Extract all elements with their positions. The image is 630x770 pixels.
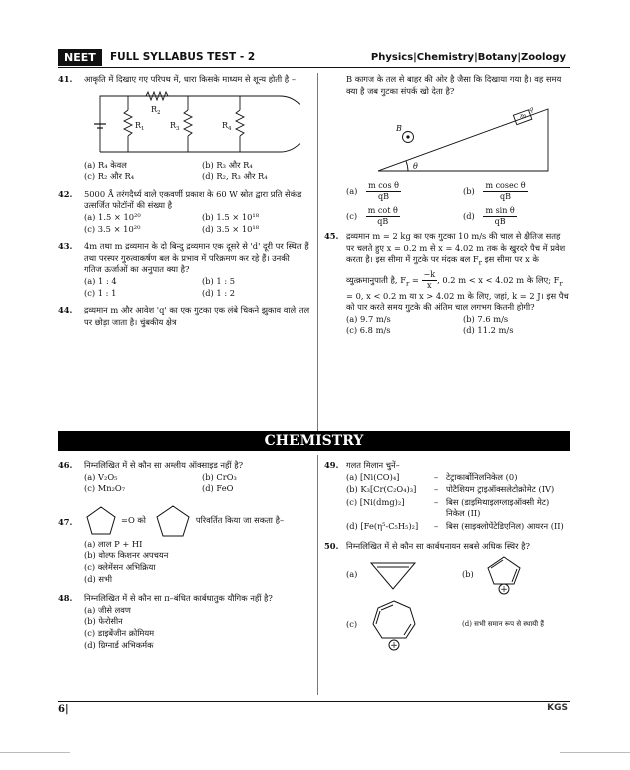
option-b-compound[interactable]: (b) K₃[Cr(C₂O₄)₃]: [346, 484, 417, 495]
option-c[interactable]: (c) $\frac{\text{m cot θ}}{qB}$: [346, 206, 398, 227]
option-b[interactable]: (b) 7.6 m/s: [463, 313, 509, 324]
question-41: [58, 74, 310, 183]
r2-label: $R_2$: [151, 104, 161, 116]
question-number: 41.: [58, 74, 73, 84]
option-a[interactable]: (a) लाल P + HI: [84, 538, 143, 549]
page-number: 6|: [58, 704, 69, 715]
left-column-chemistry: [58, 460, 310, 655]
test-title: FULL SYLLABUS TEST - 2: [110, 51, 256, 63]
option-a[interactable]: (a) 1 : 4: [84, 275, 117, 286]
option-b-name: पोटैशियम ट्राइऑक्सलेटोक्रोमेट (IV): [446, 484, 555, 495]
option-d[interactable]: (d) सभी समान रूप से स्थायी हैं: [462, 620, 544, 629]
option-d[interactable]: (d) R₂, R₃ और R₄: [202, 171, 268, 182]
option-d[interactable]: (d) $\frac{\text{m sin θ}}{qB}$: [463, 206, 515, 227]
cyclopentanone-structure: [84, 504, 118, 538]
question-number: 46.: [58, 460, 73, 470]
option-d[interactable]: (d) 3.5 × 10¹⁸: [202, 223, 260, 234]
option-c[interactable]: (c) +: [346, 598, 454, 652]
option-b[interactable]: (b) $\frac{\text{m cosec θ}}{qB}$: [463, 181, 526, 202]
question-44-continued: [324, 74, 570, 227]
question-text: 4m तथा m द्रव्यमान के दो बिन्दु द्रव्यमान एक दूसरे से 'd' दूरी पर स्थित हैं तथा परस्पर गुरुत्वाकर्षण बल के प्रभाव में परिक्रमण कर रहे हैं। उनकी गतिज ऊर्जाओं का अनुपात क्या है?: [84, 241, 309, 275]
exam-tag: NEET: [58, 49, 102, 66]
cycloheptatrienyl-cation-structure: [367, 598, 421, 652]
left-column-physics: [58, 74, 310, 332]
question-47: [58, 503, 310, 585]
options: [346, 554, 570, 652]
page-header: [58, 49, 570, 68]
option-b[interactable]: (b) R₃ और R₄: [202, 159, 253, 170]
field-label: B: [396, 124, 402, 134]
match-table: (a) [Ni(CO)₄] – टेट्राकार्बोनिलनिकेल (0) (b) K₃[Cr(C₂O₄)₃] – पोटैशियम ट्राइऑक्सलेटोक्रोमेट (IV) (c) [Ni(dmg)₂] – बिस (डाइमिथाइलग्लाइऑक्सी मेट) निकेल (II) (d) [Fe(η⁵-C₅H₅)₂] – बिस (साइक्लोपेंटेडिएनिल) आयरन (II): [346, 472, 570, 533]
cyclopentadienyl-cation-structure: [484, 554, 524, 596]
column-divider: [317, 73, 318, 431]
page-footer: [58, 701, 570, 718]
force-formula: $F_r$ = $\frac{-k}{x}$: [400, 269, 436, 290]
option-a-name: टेट्राकार्बोनिलनिकेल (0): [446, 471, 518, 482]
options: [84, 539, 310, 585]
options: [346, 314, 570, 337]
question-text: द्रव्यमान m = 2 kg का एक गुटका 10 m/s की चाल से क्षैतिज सतह पर चलते हुए x = 0.2 m से x = 4.02 m तक के खुरदरे पैच में प्रवेश करता है। इस सीमा में गुटके पर मंदक बल $F_r$ इस सीमा पर x के व्युत्क्रमानुपाती है, $F_r$ = $\frac{-k}{x}$ , 0.2 m < x < 4.02 m के लिए; $F_r = 0$, x < 0.2 m या x > 4.02 m के लिए, जहां, k = 2 J। इस पैच को पार करते समय गुटके की अंतिम चाल लगभग कितनी होगी?: [346, 231, 569, 313]
option-d[interactable]: (d) ग्रिग्नार्ड अभिकर्मक: [84, 639, 154, 650]
svg-text:+: +: [390, 641, 398, 652]
question-text: निम्नलिखित में से कौन सा अम्लीय ऑक्साइड नहीं है?: [84, 460, 244, 470]
option-b[interactable]: (b) वोल्फ किशनर अपचयन: [84, 550, 169, 561]
crop-mark: [560, 752, 630, 753]
question-number: 45.: [324, 231, 339, 242]
option-c-name: बिस (डाइमिथाइलग्लाइऑक्सी मेट) निकेल (II): [446, 496, 550, 519]
r3-label: $R_3$: [170, 120, 180, 132]
options: [84, 160, 310, 183]
crop-mark: [0, 752, 70, 753]
question-49: [324, 460, 570, 533]
question-44: [58, 305, 310, 328]
question-number: 43.: [58, 241, 73, 252]
option-a[interactable]: (a) R₄ केवल: [84, 159, 127, 170]
option-a[interactable]: (a) V₂O₅: [84, 471, 118, 482]
column-divider: [317, 455, 318, 695]
mass-label: m: [520, 112, 527, 121]
question-text: द्रव्यमान m और आवेश 'q' का एक गुटका एक लंबे चिकने झुकाव वाले तल पर छोड़ा जाता है। चुंबकीय क्षेत्र: [84, 305, 310, 327]
question-text: आकृति में दिखाए गए परिपथ में, धारा किसके माध्यम से शून्य होती है –: [84, 74, 296, 84]
right-column-physics: [324, 74, 570, 341]
subject-list: Physics|Chemistry|Botany|Zoology: [370, 52, 566, 63]
brand-logo: KGS: [547, 703, 568, 713]
options: [84, 605, 310, 651]
option-b[interactable]: (b) 1.5 × 10¹⁸: [202, 211, 260, 222]
cyclopropenyl-cation-structure: [367, 557, 419, 593]
option-c[interactable]: (c) R₂ और R₄: [84, 171, 135, 182]
question-text-continued: B कागज के तल से बाहर की ओर है जैसा कि दिखाया गया है। वह समय क्या है जब गुटका संपर्क खो देता है?: [346, 74, 562, 96]
option-c-compound[interactable]: (c) [Ni(dmg)₂]: [346, 496, 405, 507]
question-text: =O को परिवर्तित किया जा सकता है–: [84, 503, 310, 539]
options: [84, 212, 310, 235]
question-42: [58, 189, 310, 235]
chemistry-section-heading: CHEMISTRY: [58, 431, 570, 451]
svg-text:+: +: [500, 585, 508, 596]
circuit-diagram: [90, 88, 300, 158]
cyclopentane-structure: [153, 503, 193, 539]
options: [84, 276, 310, 299]
option-a[interactable]: (a) 9.7 m/s: [346, 313, 391, 324]
option-a[interactable]: (a): [346, 554, 454, 596]
r4-label: $R_4$: [222, 120, 232, 132]
option-b[interactable]: (b) +: [462, 554, 570, 596]
question-text: निम्नलिखित में से कौन सा कार्बधनायन सबसे अधिक स्थिर है?: [346, 540, 530, 551]
question-number: 48.: [58, 593, 73, 604]
question-45: [324, 231, 570, 337]
option-c[interactable]: (c) क्लेमेंसन अभिक्रिया: [84, 561, 156, 572]
options: [84, 472, 310, 495]
option-c[interactable]: (c) 6.8 m/s: [346, 325, 391, 336]
option-a-compound[interactable]: (a) [Ni(CO)₄]: [346, 471, 400, 482]
option-d[interactable]: (d) FeO: [202, 483, 234, 494]
option-d[interactable]: (d) 11.2 m/s: [463, 325, 514, 336]
question-50: [324, 541, 570, 653]
option-a[interactable]: (a) जीसे लवण: [84, 604, 131, 615]
option-a[interactable]: (a) 1.5 × 10²⁰: [84, 211, 141, 222]
option-b[interactable]: (b) 1 : 5: [202, 275, 236, 286]
option-d-compound[interactable]: (d) [Fe(η⁵-C₅H₅)₂]: [346, 520, 419, 531]
option-c[interactable]: (c) 3.5 × 10²⁰: [84, 223, 141, 234]
question-text: निम्नलिखित में से कौन सा π–बंधित कार्बधातुक यौगिक नहीं है?: [84, 593, 273, 604]
question-number: 50.: [324, 540, 339, 551]
charge-label: q: [529, 105, 534, 114]
option-b[interactable]: (b) CrO₃: [202, 471, 237, 482]
option-d[interactable]: (d) 1 : 2: [202, 287, 236, 298]
question-text: गलत मिलान चुनें–: [346, 460, 400, 470]
option-d[interactable]: (d) सभी: [84, 573, 113, 584]
question-number: 47.: [58, 516, 73, 527]
question-48: [58, 593, 310, 651]
option-c[interactable]: (c) 1 : 1: [84, 287, 117, 298]
option-d-name: बिस (साइक्लोपेंटेडिएनिल) आयरन (II): [446, 520, 564, 531]
question-number: 42.: [58, 188, 73, 199]
option-a[interactable]: (a) $\frac{\text{m cos θ}}{qB}$: [346, 181, 399, 202]
question-46: [58, 460, 310, 495]
question-43: [58, 241, 310, 299]
question-number: 49.: [324, 460, 339, 470]
question-number: 44.: [58, 305, 73, 316]
question-text: 5000 Å तरंगदैर्ध्य वाले एकवर्णी प्रकाश के 60 W स्रोत द्वारा प्रति सेकंड उत्सर्जित फोटॉनों की संख्या है: [84, 188, 302, 211]
incline-diagram: [368, 99, 568, 177]
angle-label: θ: [413, 162, 418, 172]
option-c[interactable]: (c) Mn₂O₇: [84, 483, 126, 494]
r1-label: $R_1$: [135, 120, 145, 132]
option-c[interactable]: (c) डाइबेंजीन क्रोमियम: [84, 627, 155, 638]
right-column-chemistry: [324, 460, 570, 656]
option-b[interactable]: (b) फेरोसीन: [84, 616, 123, 627]
options: [346, 181, 570, 227]
